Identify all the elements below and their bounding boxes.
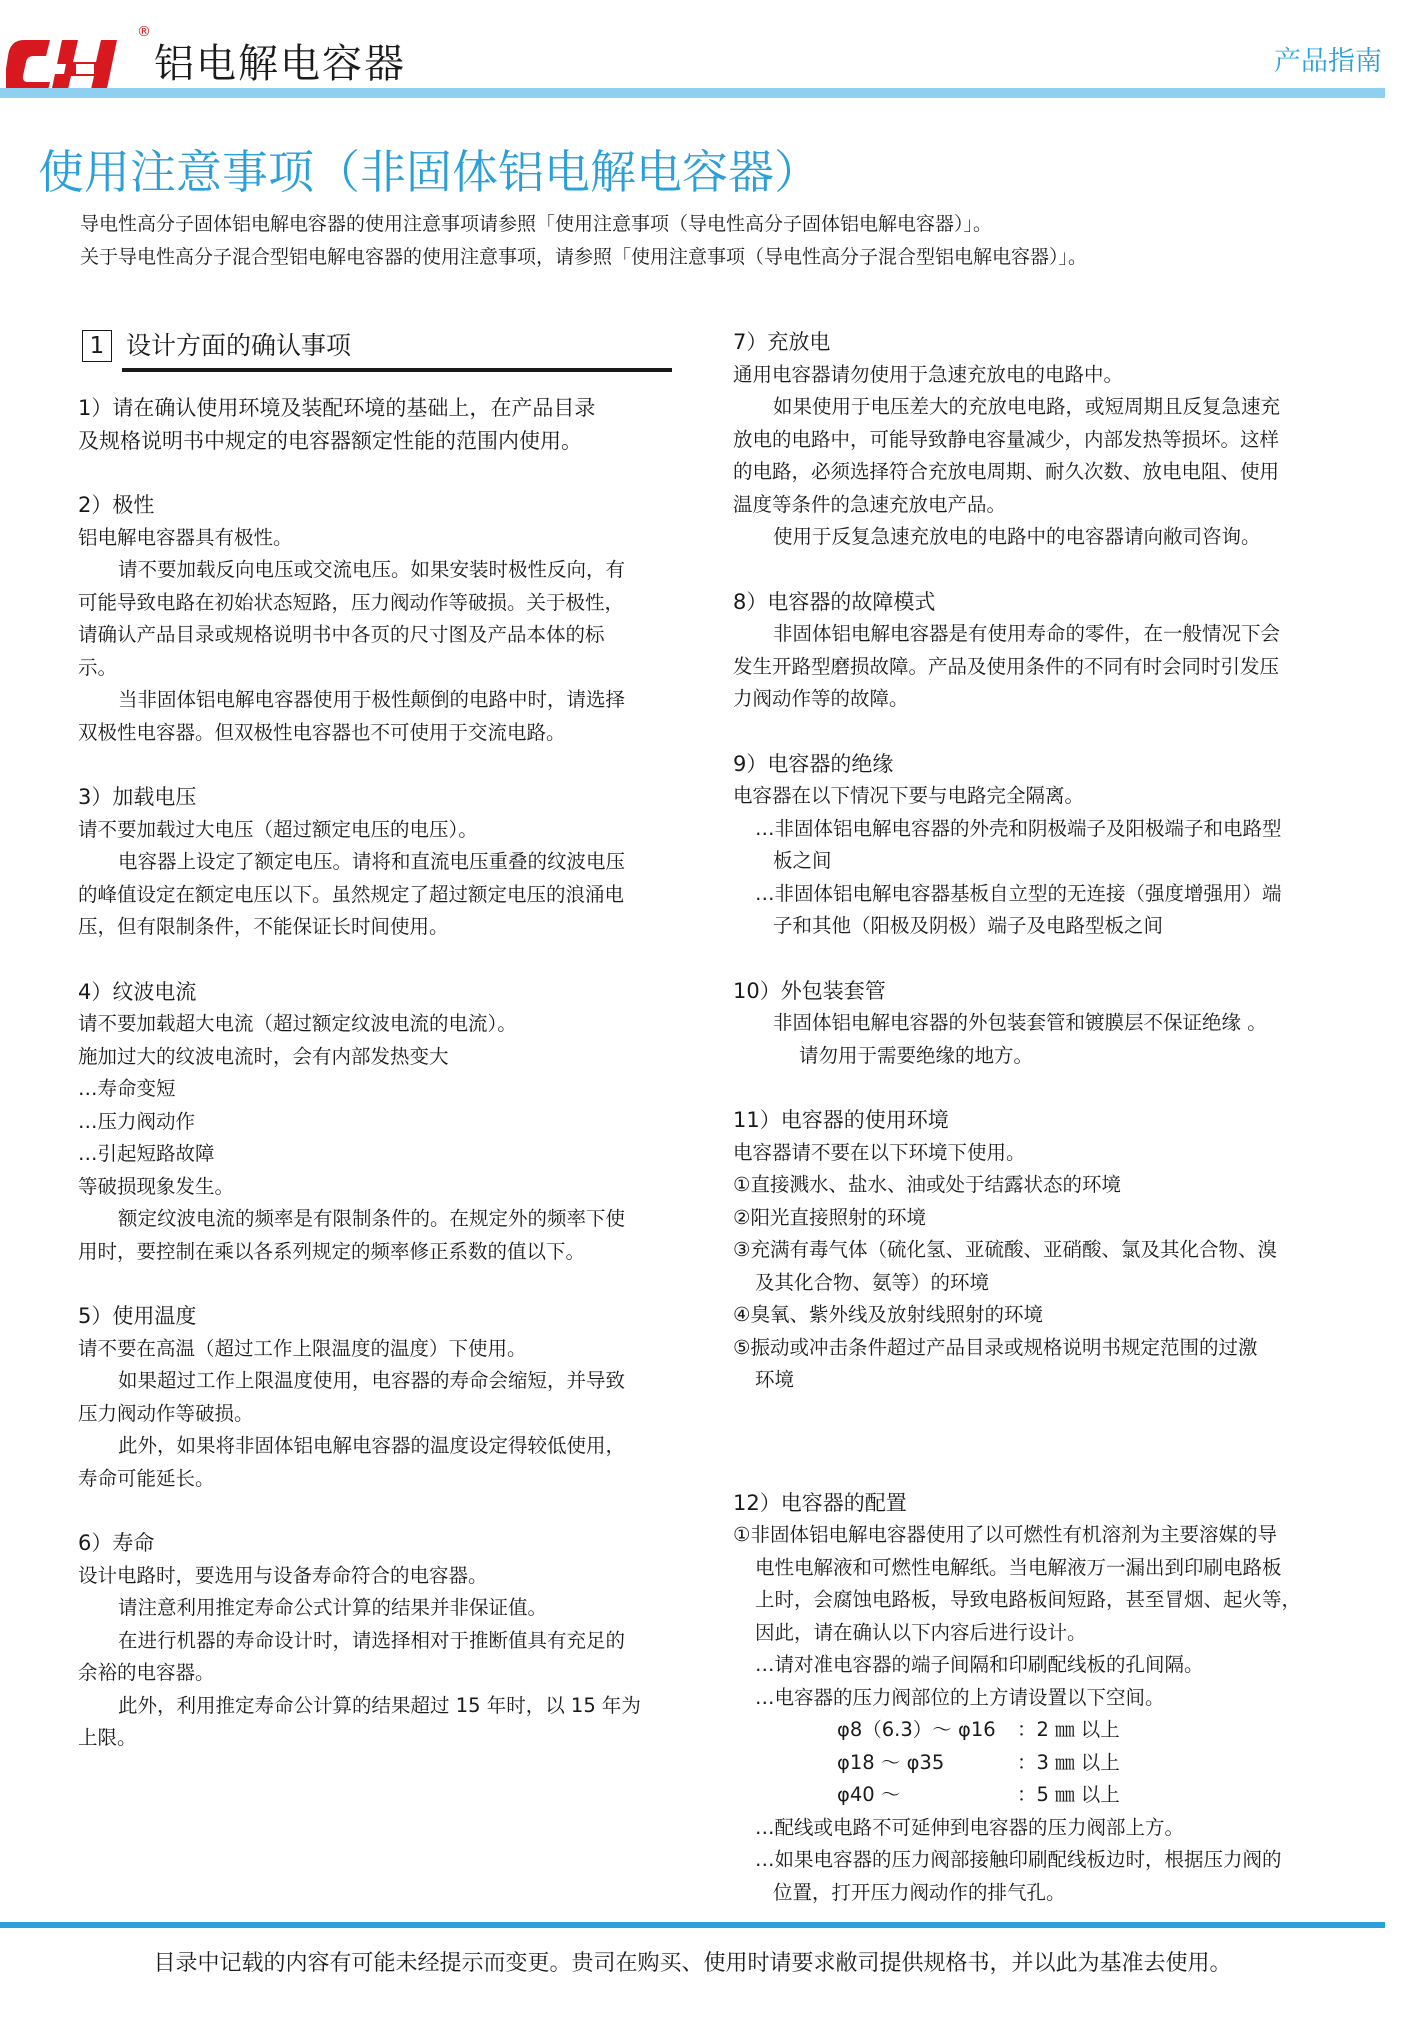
item-text: …电容器的压力阀部位的上方请设置以下空间。 [755, 1685, 1165, 1709]
item-text: 通用电容器请勿使用于急速充放电的电路中。 [733, 362, 1124, 386]
item-2-polarity [78, 489, 678, 749]
item-heading: 7）充放电 [733, 330, 831, 354]
section-heading [78, 326, 678, 368]
item-text: 压力阀动作等破损。 [78, 1401, 254, 1425]
header-divider [0, 88, 1385, 98]
item-text: 双极性电容器。但双极性电容器也不可使用于交流电路。 [78, 720, 566, 744]
item-heading: 6）寿命 [78, 1531, 155, 1555]
item-heading: 9）电容器的绝缘 [733, 751, 894, 776]
item-text: 环境 [755, 1368, 795, 1391]
item-text: 余裕的电容器。 [78, 1661, 215, 1684]
intro-line: 关于导电性高分子混合型铝电解电容器的使用注意事项，请参照「使用注意事项（导电性高分子混合型铝电解电容器）」。 [80, 246, 1088, 268]
item-text: 此外，如果将非固体铝电解电容器的温度设定得较低使用， [118, 1434, 626, 1457]
item-text: 放电的电路中，可能导致静电容量减少，内部发热等损坏。这样 [733, 427, 1280, 451]
item-text: 的电路，必须选择符合充放电周期、耐久次数、放电电阻、使用 [733, 460, 1280, 483]
item-text: 力阀动作等的故障。 [733, 687, 909, 710]
page-title: 使用注意事项（非固体铝电解电容器） [38, 145, 820, 199]
item-text: 及规格说明书中规定的电容器额定性能的范围内使用。 [78, 428, 582, 453]
spec-diameter: φ18 ～ φ35 [837, 1750, 945, 1774]
item-text: …非固体铝电解电容器的外壳和阴极端子及阳极端子和电路型 [755, 816, 1282, 840]
item-text: 铝电解电容器具有极性。 [78, 525, 293, 549]
brand-name: 铝电解电容器 [154, 41, 406, 87]
item-6-lifetime [78, 1527, 678, 1755]
item-text: 板之间 [773, 849, 832, 872]
section-title: 设计方面的确认事项 [126, 331, 352, 360]
item-text: 1）请在确认使用环境及装配环境的基础上，在产品目录 [78, 396, 596, 420]
item-text: ⑤振动或冲击条件超过产品目录或规格说明书规定范围的过激 [733, 1335, 1258, 1359]
item-text: 非固体铝电解电容器的外包装套管和镀膜层不保证绝缘 。 [773, 1011, 1267, 1034]
item-text: 电性电解液和可燃性电解纸。当电解液万一漏出到印刷电路板 [755, 1555, 1282, 1579]
spec-diameter: φ40 ～ [837, 1783, 901, 1806]
item-text: 压，但有限制条件，不能保证长时间使用。 [78, 915, 449, 938]
item-text: 发生开路型磨损故障。产品及使用条件的不同有时会同时引发压 [733, 654, 1280, 678]
item-text: 请不要在高温（超过工作上限温度的温度）下使用。 [78, 1336, 527, 1360]
item-heading: 4）纹波电流 [78, 979, 197, 1004]
section-underline [122, 368, 672, 372]
item-text: ④臭氧、紫外线及放射线照射的环境 [733, 1303, 1043, 1326]
item-3-voltage [78, 781, 678, 944]
item-text: ③充满有毒气体（硫化氢、亚硫酸、亚硝酸、氯及其化合物、溴 [733, 1238, 1277, 1261]
item-text: …配线或电路不可延伸到电容器的压力阀部上方。 [755, 1815, 1185, 1839]
item-text: 当非固体铝电解电容器使用于极性颠倒的电路中时，请选择 [118, 688, 626, 711]
item-text: …如果电容器的压力阀部接触印刷配线板边时，根据压力阀的 [755, 1848, 1282, 1871]
item-text: …寿命变短 [78, 1077, 176, 1100]
item-11-environment [733, 1104, 1338, 1397]
spec-row [733, 1714, 1338, 1747]
item-text: 请确认产品目录或规格说明书中各页的尺寸图及产品本体的标 [78, 623, 605, 646]
left-column [78, 326, 678, 1755]
item-text: 如果超过工作上限温度使用，电容器的寿命会缩短，并导致 [118, 1369, 626, 1392]
footer-note: 目录中记载的内容有可能未经提示而变更。贵司在购买、使用时请要求敝司提供规格书，并以此为基准去使用。 [153, 1951, 1232, 1976]
spec-clearance: ：2 ㎜ 以上 [1017, 1718, 1120, 1741]
item-text: 位置，打开压力阀动作的排气孔。 [773, 1880, 1066, 1904]
item-text: 请不要加载过大电压（超过额定电压的电压）。 [78, 817, 478, 841]
spec-clearance: ：5 ㎜ 以上 [1017, 1783, 1120, 1806]
item-text: …非固体铝电解电容器基板自立型的无连接（强度增强用）端 [755, 881, 1282, 905]
item-text: 如果使用于电压差大的充放电电路，或短周期且反复急速充 [773, 395, 1281, 418]
item-text: …请对准电容器的端子间隔和印刷配线板的孔间隔。 [755, 1653, 1204, 1676]
spec-clearance: ：3 ㎜ 以上 [1017, 1750, 1120, 1774]
item-text: 电容器在以下情况下要与电路完全隔离。 [733, 784, 1085, 807]
item-text: 电容器上设定了额定电压。请将和直流电压重叠的纹波电压 [118, 850, 626, 873]
item-heading: 2）极性 [78, 493, 155, 517]
item-text: ①非固体铝电解电容器使用了以可燃性有机溶剂为主要溶媒的导 [733, 1523, 1277, 1546]
spec-diameter: φ8（6.3）～ φ16 [837, 1718, 996, 1741]
item-heading: 12）电容器的配置 [733, 1490, 907, 1515]
item-text: 设计电路时，要选用与设备寿命符合的电容器。 [78, 1563, 488, 1587]
item-8-failure-mode [733, 586, 1338, 716]
right-column [733, 326, 1338, 1909]
item-text: ②阳光直接照射的环境 [733, 1205, 926, 1229]
item-text: 的峰值设定在额定电压以下。虽然规定了超过额定电压的浪涌电 [78, 882, 625, 906]
item-text: 请不要加载反向电压或交流电压。如果安装时极性反向，有 [118, 558, 626, 581]
item-text: 电容器请不要在以下环境下使用。 [733, 1140, 1026, 1164]
item-text: 上限。 [78, 1726, 137, 1749]
item-text: 示。 [78, 655, 118, 679]
item-text: 施加过大的纹波电流时，会有内部发热变大 [78, 1044, 449, 1068]
item-text: 请勿用于需要绝缘的地方。 [799, 1043, 1034, 1067]
item-text: ①直接溅水、盐水、油或处于结露状态的环境 [733, 1173, 1121, 1196]
section-label: 产品指南 [1274, 46, 1382, 77]
section-number: 1 [82, 330, 112, 362]
item-heading: 11）电容器的使用环境 [733, 1108, 949, 1132]
item-text: 温度等条件的急速充放电产品。 [733, 492, 1007, 516]
item-text: 此外，利用推定寿命公计算的结果超过 15 年时，以 15 年为 [118, 1693, 641, 1717]
item-text: 用时，要控制在乘以各系列规定的频率修正系数的值以下。 [78, 1239, 586, 1263]
clearance-spec-table [733, 1714, 1338, 1812]
item-5-temperature [78, 1300, 678, 1495]
item-text: 请注意利用推定寿命公式计算的结果并非保证值。 [118, 1596, 548, 1619]
item-text: 额定纹波电流的频率是有限制条件的。在规定外的频率下使 [118, 1207, 626, 1230]
item-text: 及其化合物、氨等）的环境 [755, 1270, 990, 1294]
page-header [0, 0, 1412, 110]
item-text: 可能导致电路在初始状态短路，压力阀动作等破损。关于极性， [78, 590, 625, 614]
footer-divider [0, 1922, 1385, 1928]
item-heading: 10）外包装套管 [733, 978, 886, 1003]
intro-notes [80, 208, 1360, 274]
item-text: 等破损现象发生。 [78, 1174, 235, 1198]
intro-line: 导电性高分子固体铝电解电容器的使用注意事项请参照「使用注意事项（导电性高分子固体铝电解电容器）」。 [80, 213, 993, 235]
item-text: 非固体铝电解电容器是有使用寿命的零件，在一般情况下会 [773, 622, 1281, 645]
item-7-charge-discharge [733, 326, 1338, 554]
spec-row [733, 1779, 1338, 1812]
item-heading: 8）电容器的故障模式 [733, 589, 936, 614]
item-heading: 3）加载电压 [78, 785, 197, 809]
item-heading: 5）使用温度 [78, 1304, 197, 1328]
item-text: 因此，请在确认以下内容后进行设计。 [755, 1620, 1087, 1644]
item-text: 请不要加载超大电流（超过额定纹波电流的电流）。 [78, 1012, 517, 1035]
item-10-sleeve [733, 975, 1338, 1073]
spec-row [733, 1747, 1338, 1780]
item-12-placement [733, 1487, 1338, 1910]
item-9-insulation [733, 748, 1338, 943]
item-text: 使用于反复急速充放电的电路中的电容器请向敝司咨询。 [773, 525, 1261, 548]
item-text: …压力阀动作 [78, 1109, 196, 1133]
item-text: 上时，会腐蚀电路板，导致电路板间短路，甚至冒烟、起火等， [755, 1588, 1302, 1611]
item-text: 在进行机器的寿命设计时，请选择相对于推断值具有充足的 [118, 1628, 626, 1652]
item-text: …引起短路故障 [78, 1142, 215, 1165]
item-4-ripple-current [78, 976, 678, 1269]
item-text: 寿命可能延长。 [78, 1466, 215, 1490]
registered-mark: ® [137, 24, 151, 40]
item-text: 子和其他（阳极及阴极）端子及电路型板之间 [773, 914, 1164, 937]
item-1 [78, 392, 678, 457]
